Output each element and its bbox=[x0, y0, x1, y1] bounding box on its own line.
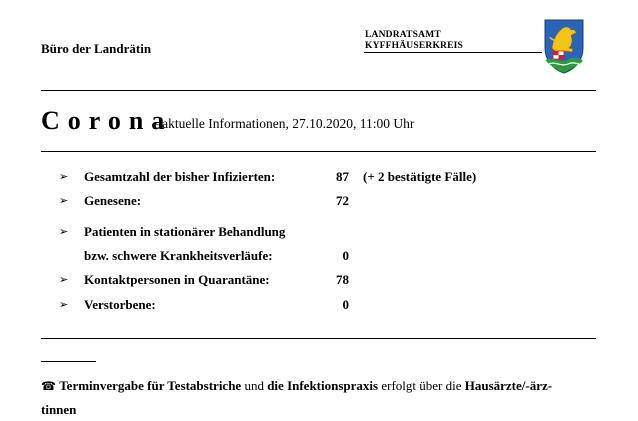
authority-name-line1: LANDRATSAMT bbox=[365, 30, 441, 40]
stat-label: Gesamtzahl der bisher Infizierten: bbox=[84, 169, 276, 184]
stat-value: 0 bbox=[342, 248, 349, 263]
footer-testing-appointments: Terminvergabe für Testabstriche bbox=[59, 378, 242, 393]
stat-value: 0 bbox=[342, 297, 349, 312]
stat-note: (+ 2 bestätigte Fälle) bbox=[363, 169, 477, 184]
authority-name-line2: KYFFHÄUSERKREIS bbox=[365, 41, 464, 51]
telephone-icon: ☎ bbox=[41, 379, 56, 393]
stat-label: bzw. schwere Krankheitsverläufe: bbox=[84, 248, 273, 263]
office-name: Büro der Landrätin bbox=[41, 41, 152, 56]
arrow-bullet-icon: ➢ bbox=[59, 170, 69, 183]
arrow-bullet-icon: ➢ bbox=[59, 225, 69, 238]
footer-doctors-cont: tinnen bbox=[41, 402, 77, 417]
coat-of-arms-icon bbox=[543, 18, 585, 74]
footer-text: erfolgt über die bbox=[378, 378, 465, 393]
footer-infection-practice: die Infektionspraxis bbox=[267, 378, 379, 393]
stat-label: Verstorbene: bbox=[84, 297, 156, 312]
header-divider bbox=[41, 90, 596, 91]
footer-note bbox=[41, 374, 601, 421]
authority-underline bbox=[364, 52, 542, 53]
footer-doctors: Hausärzte/-ärz- bbox=[464, 378, 553, 393]
stat-label: Genesene: bbox=[84, 193, 142, 208]
stat-value: 78 bbox=[336, 272, 349, 287]
stat-label: Kontaktpersonen in Quarantäne: bbox=[84, 272, 270, 287]
page-title: Corona bbox=[41, 106, 173, 135]
stat-label: Patienten in stationärer Behandlung bbox=[84, 224, 286, 239]
arrow-bullet-icon: ➢ bbox=[59, 273, 69, 286]
stat-value: 72 bbox=[336, 193, 349, 208]
page-subtitle: – aktuelle Informationen, 27.10.2020, 11:00 Uhr bbox=[152, 116, 415, 131]
arrow-bullet-icon: ➢ bbox=[59, 194, 69, 207]
stat-value: 87 bbox=[336, 169, 349, 184]
stats-divider bbox=[41, 338, 596, 339]
footnote-divider bbox=[41, 361, 96, 362]
title-divider bbox=[41, 151, 596, 152]
footer-text: und bbox=[241, 378, 268, 393]
arrow-bullet-icon: ➢ bbox=[59, 298, 69, 311]
